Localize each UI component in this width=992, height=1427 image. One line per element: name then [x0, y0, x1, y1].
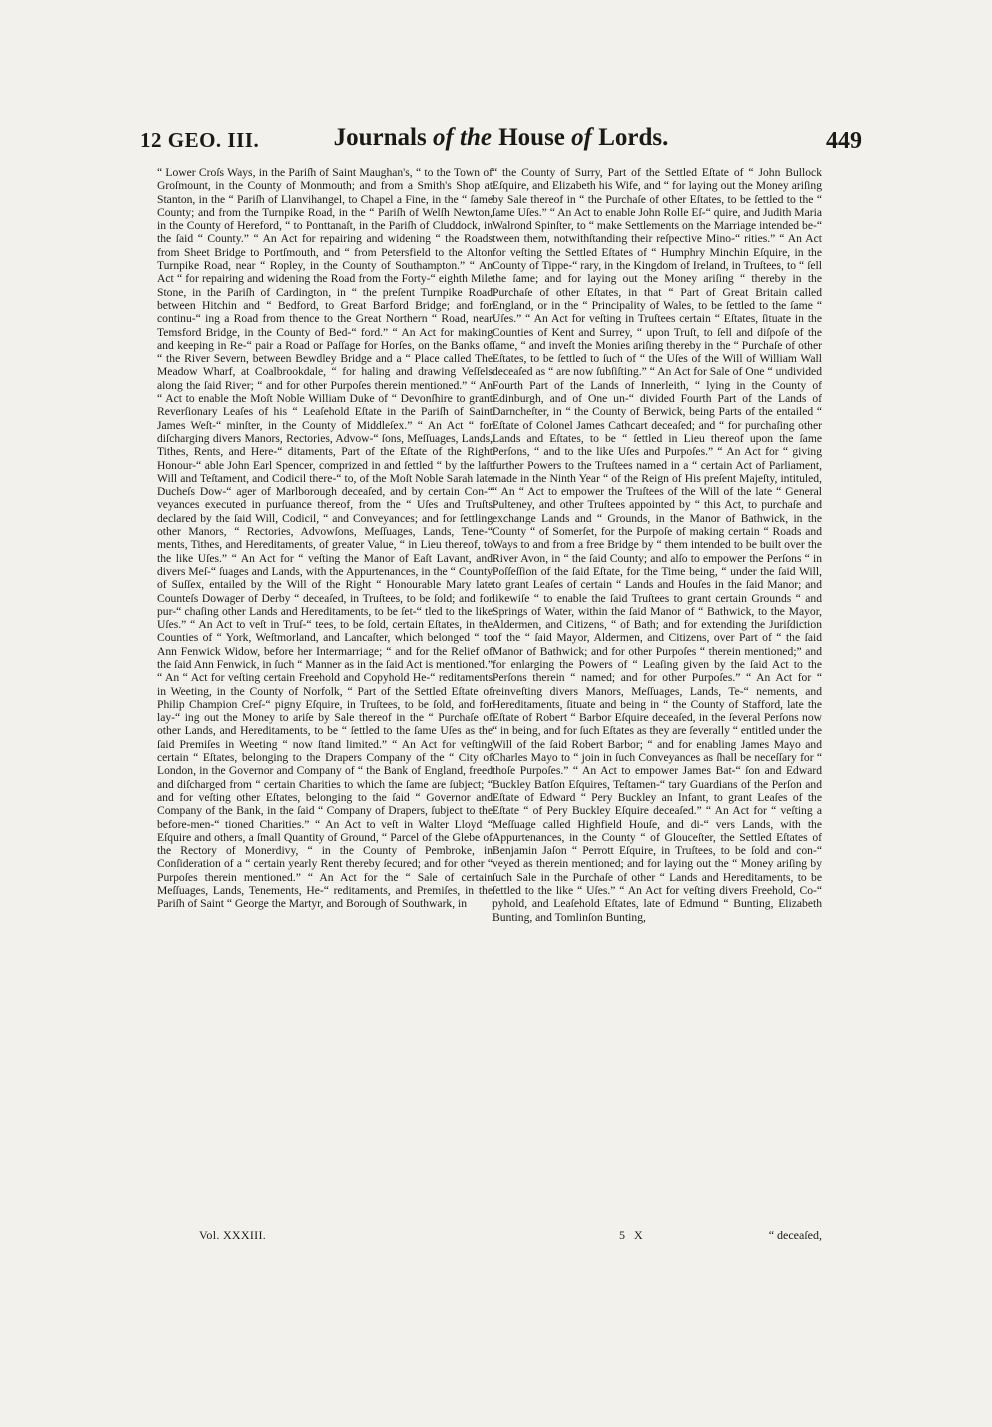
- page-footer: [157, 1228, 822, 1246]
- title-part-house: House: [491, 124, 572, 151]
- right-column-text: “ the County of Surry, Part of the Settled Eſtate of “ John Bullock Eſquire, and Elizabeth his Wife, and “ for laying out the Money ariſing by Sale thereof in “ the Purchaſe of other Eſtates, to be ſettled to the “ ſame Uſes.” “ An Act to enable John Rolle Eſ-“ quire, and Judith Maria Walrond Spinſter, to “ make Settlements on the Marriage intended be-“ tween them, notwithſtanding their reſpective Mino-“ rities.” “ An Act for veſting the Settled Eſtates of “ Humphry Minchin Eſquire, in the County of Tippe-“ rary, in the Kingdom of Ireland, in Truſtees, to “ ſell the ſame; and for laying out the Money ariſing “ thereby in the Purchaſe of other Eſtates, in that “ Part of Great Britain called England, or in the “ Principality of Wales, to be ſettled to the ſame “ Uſes.” “ An Act for veſting in Truſtees certain “ Eſtates, ſituate in the Counties of Kent and Surrey, “ upon Truſt, to ſell and diſpoſe of the ſame, “ and inveſt the Monies ariſing thereby in the “ Purchaſe of other Eſtates, to be ſettled to ſuch of “ the Uſes of the Will of William Wall deceaſed as “ are now ſubſiſting.” “ An Act for Sale of One “ undivided Fourth Part of the Lands of Innerleith, “ lying in the County of Edinburgh, and of One un-“ divided Fourth Part of the Lands of Darncheſter, in “ the County of Berwick, being Parts of the entailed “ Eſtate of Colonel James Cathcart deceaſed; and “ for purchaſing other Lands and Eſtates, to be “ ſettled in Lieu thereof upon the ſame Perſons, “ and to the like Uſes and Purpoſes.” “ An Act for “ giving further Powers to the Truſtees named in a “ certain Act of Parliament, made in the Ninth Year “ of the Reign of His preſent Majeſty, intituled, “ An “ Act to empower the Truſtees of the Will of the late “ General Pulteney, and other Truſtees appointed by “ this Act, to purchaſe and exchange Lands and “ Grounds, in the Manor of Bathwick, in the County “ of Somerſet, for the Purpoſe of making certain “ Roads and Ways to and from a free Bridge by “ them intended to be built over the River Avon, in “ the ſaid County; and alſo to empower the Perſons “ in Poſſeſſion of the ſaid Eſtate, for the Time being, “ under the ſaid Will, to grant Leaſes of certain “ Lands and Houſes in the ſaid Manor; and likewiſe “ to enable the ſaid Truſtees to grant certain Grounds “ and Springs of Water, within the ſaid Manor of “ Bathwick, to the Mayor, Aldermen, and Citizens, “ of Bath; and for extending the Juriſdiction of the “ ſaid Mayor, Aldermen, and Citizens, over Part of “ the ſaid Manor of Bathwick; and for other Purpoſes “ therein mentioned;” and for enlarging the Powers of “ Leaſing given by the ſaid Act to the Perſons therein “ named; and for other Purpoſes.” “ An Act for “ reinveſting divers Manors, Meſſuages, Lands, Te-“ nements, and Hereditaments, ſituate and being in “ the County of Stafford, late the Eſtate of Robert “ Barbor Eſquire deceaſed, in the ſeveral Perſons now “ in being, and for ſuch Eſtates as they are ſeverally “ entitled under the Will of the ſaid Robert Barbor; “ and for enabling James Mayo and Charles Mayo to “ join in ſuch Conveyances as ſhall be neceſſary for “ thoſe Purpoſes.” “ An Act to empower James Bat-“ ſon and Edward Buckley Batſon Eſquires, Teſtamen-“ tary Guardians of the Perſon and Eſtate of Edward “ Pery Buckley an Infant, to grant Leaſes of the Eſtate “ of Pery Buckley Eſquire deceaſed.” “ An Act for “ veſting a Meſſuage called Highfield Houſe, and di-“ vers Lands, with the Appurtenances, in the County “ of Glouceſter, the Settled Eſtates of Benjamin Jaſon “ Perrott Eſquire, in Truſtees, to be ſold and con-“ veyed as therein mentioned; and for laying out the “ Money ariſing by ſuch Sale in the Purchaſe of other “ Lands and Hereditaments, to be ſettled to the like “ Uſes.” “ An Act for veſting divers Freehold, Co-“ pyhold, and Leaſehold Eſtates, late of Edmund “ Bunting, Elizabeth Bunting, and Tomlinſon Bunting,: [492, 166, 822, 924]
- page-number: 449: [826, 128, 862, 154]
- title-part-of: of: [571, 124, 592, 151]
- regnal-year: 12 GEO. III.: [140, 128, 260, 152]
- right-column: [492, 166, 822, 1224]
- left-column-text: “ Lower Croſs Ways, in the Pariſh of Saint Maughan's, “ to the Town of Groſmount, in the County of Monmouth; and from a Smith's Shop at Stanton, in the “ Pariſh of Llanvihangel, to Chapel a Fine, in the “ ſame County; and from the Turnpike Road, in the “ Pariſh of Welſh Newton, in the County of Hereford, “ to Ponttanaſt, in the Pariſh of Cluddock, in the ſaid “ County.” “ An Act for repairing and widening “ the Roads from Sheet Bridge to Portſmouth, and “ from Petersfield to the Alton Turnpike Road, near “ Ropley, in the County of Southampton.” “ An Act “ for repairing and widening the Road from the Forty-“ eighth Mile Stone, in the Pariſh of Cardington, in “ the preſent Turnpike Road between Hitchin and “ Bedford, to Great Barford Bridge; and for continu-“ ing a Road from thence to the Great Northern “ Road, near Temsford Bridge, in the County of Bed-“ ford.” “ An Act for making and keeping in Re-“ pair a Road or Paſſage for Horſes, on the Banks of “ the River Severn, between Bewdley Bridge and a “ Place called The Meadow Wharf, at Coalbrookdale, “ for haling and drawing Veſſels along the ſaid River; “ and for other Purpoſes therein mentioned.” “ An “ Act to enable the Moſt Noble William Duke of “ Devonſhire to grant Reverſionary Leaſes of his “ Leaſehold Eſtate in the Pariſh of Saint James Weſt-“ minſter, in the County of Middleſex.” “ An Act “ for diſcharging divers Manors, Rectories, Advow-“ ſons, Meſſuages, Lands, Tithes, Rents, and Here-“ ditaments, Part of the Eſtate of the Right Honour-“ able John Earl Spencer, comprized in and ſettled “ by the laſt Will and Teſtament, and Codicil there-“ to, of the Moſt Noble Sarah late Ducheſs Dow-“ ager of Marlborough deceaſed, and by certain Con-“ veyances executed in purſuance thereof, from the “ Uſes and Truſts declared by the ſaid Will, Codicil, “ and Conveyances; and for ſettling other Manors, “ Rectories, Advowſons, Meſſuages, Lands, Tene-“ ments, Tithes, and Hereditaments, of greater Value, “ in Lieu thereof, to the like Uſes.” “ An Act for “ veſting the Manor of Eaſt Lavant, and divers Meſ-“ ſuages and Lands, with the Appurtenances, in the “ County of Suſſex, entailed by the Will of the Right “ Honourable Mary late Counteſs Dowager of Derby “ deceaſed, in Truſtees, to be ſold; and for pur-“ chaſing other Lands and Hereditaments, to be ſet-“ tled to the like Uſes.” “ An Act to veſt in Truſ-“ tees, to be ſold, certain Eſtates, in the Counties of “ York, Weſtmorland, and Lancaſter, which belonged “ to Ann Fenwick Widow, before her Intermarriage; “ and for the Relief of the ſaid Ann Fenwick, in ſuch “ Manner as in the ſaid Act is mentioned.” “ An “ Act for veſting certain Freehold and Copyhold He-“ reditaments in Weeting, in the County of Norfolk, “ Part of the Settled Eſtate of Philip Champion Creſ-“ pigny Eſquire, in Truſtees, to be ſold, and for lay-“ ing out the Money to ariſe by Sale thereof in the “ Purchaſe of other Lands, and Hereditaments, to be “ ſettled to the ſame Uſes as the ſaid Premiſes in Weeting “ now ſtand limited.” “ An Act for veſting certain “ Eſtates, belonging to the Drapers Company of the “ City of London, in the Governor and Company of “ the Bank of England, freed and diſcharged from “ certain Charities to which the ſame are ſubject; “ and for veſting other Eſtates, belonging to the ſaid “ Governor and Company of the Bank, in the ſaid “ Company of Drapers, ſubject to the before-men-“ tioned Charities.” “ An Act to veſt in Walter Lloyd “ Eſquire and others, a ſmall Quantity of Ground, “ Parcel of the Glebe of the Rectory of Monerdivy, “ in the County of Pembroke, in Conſideration of a “ certain yearly Rent thereby ſecured; and for other “ Purpoſes therein mentioned.” “ An Act for the “ Sale of certain Meſſuages, Lands, Tenements, He-“ reditaments, and Premiſes, in the Pariſh of Saint “ George the Martyr, and Borough of Southwark, in: [157, 166, 493, 911]
- title-part-journals: Journals: [333, 124, 433, 151]
- title-part-of-the: of the: [432, 124, 492, 151]
- running-header: [140, 124, 862, 158]
- left-column: [157, 166, 493, 1224]
- signature-mark: 5 X: [619, 1228, 646, 1242]
- volume-label: Vol. XXXIII.: [199, 1228, 267, 1242]
- catchword: “ deceaſed,: [768, 1228, 822, 1242]
- title-part-lords: Lords.: [591, 124, 669, 151]
- journal-title: [140, 124, 862, 152]
